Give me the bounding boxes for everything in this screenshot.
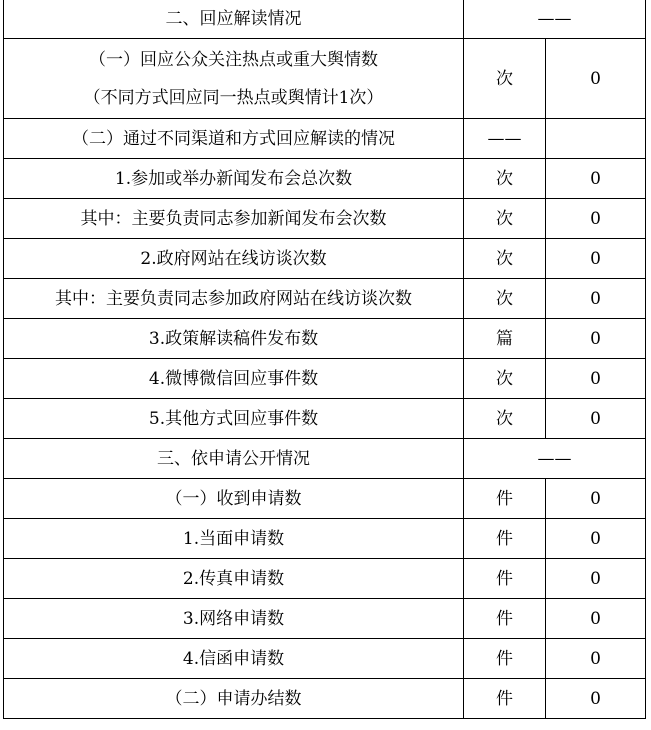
item-label: 3.网络申请数 [4,599,464,639]
item-label: 4.微博微信回应事件数 [4,359,464,399]
section-header-row [4,0,646,39]
table-row [4,639,646,679]
unit-cell: 件 [464,599,546,639]
unit-cell: 篇 [464,319,546,359]
value-cell: 0 [546,639,646,679]
value-cell: 0 [546,479,646,519]
value-cell: 0 [546,679,646,719]
unit-cell: —— [464,119,546,159]
item-label: （一）收到申请数 [4,479,464,519]
table-row [4,239,646,279]
unit-cell: 件 [464,559,546,599]
item-label: （二）申请办结数 [4,679,464,719]
item-label-note: （不同方式回应同一热点或舆情计1次） [83,87,384,108]
section-title: 二、回应解读情况 [4,0,464,39]
table-row [4,39,646,119]
section-title: 三、依申请公开情况 [4,439,464,479]
value-cell: 0 [546,399,646,439]
value-cell: 0 [546,559,646,599]
item-label-line: （一）回应公众关注热点或重大舆情数 [89,49,378,70]
section-unit: —— [464,0,646,39]
value-cell: 0 [546,279,646,319]
section-header-row [4,439,646,479]
table-row [4,519,646,559]
item-label: 4.信函申请数 [4,639,464,679]
unit-cell: 次 [464,39,546,119]
value-cell: 0 [546,519,646,559]
item-label: （二）通过不同渠道和方式回应解读的情况 [4,119,464,159]
value-cell: 0 [546,239,646,279]
item-label: 其中：主要负责同志参加新闻发布会次数 [4,199,464,239]
unit-cell: 次 [464,199,546,239]
value-cell: 0 [546,359,646,399]
item-label: 2.传真申请数 [4,559,464,599]
unit-cell: 件 [464,479,546,519]
item-label: 5.其他方式回应事件数 [4,399,464,439]
table-row [4,679,646,719]
value-cell: 0 [546,599,646,639]
unit-cell: 次 [464,239,546,279]
statistics-table-container [3,0,645,719]
value-cell: 0 [546,199,646,239]
table-row [4,319,646,359]
unit-cell: 次 [464,279,546,319]
value-cell: 0 [546,39,646,119]
table-row [4,599,646,639]
item-label: 1.当面申请数 [4,519,464,559]
item-label [4,39,464,119]
value-cell: 0 [546,159,646,199]
item-label: 3.政策解读稿件发布数 [4,319,464,359]
unit-cell: 件 [464,679,546,719]
item-label: 1.参加或举办新闻发布会总次数 [4,159,464,199]
table-row [4,279,646,319]
table-row [4,119,646,159]
unit-cell: 次 [464,399,546,439]
table-row [4,559,646,599]
table-row [4,159,646,199]
item-label: 其中：主要负责同志参加政府网站在线访谈次数 [4,279,464,319]
unit-cell: 件 [464,639,546,679]
table-row [4,199,646,239]
unit-cell: 件 [464,519,546,559]
value-cell [546,119,646,159]
table-row [4,399,646,439]
unit-cell: 次 [464,359,546,399]
unit-cell: 次 [464,159,546,199]
section-unit: —— [464,439,646,479]
table-row [4,359,646,399]
item-label: 2.政府网站在线访谈次数 [4,239,464,279]
table-row [4,479,646,519]
statistics-table [3,0,646,719]
value-cell: 0 [546,319,646,359]
